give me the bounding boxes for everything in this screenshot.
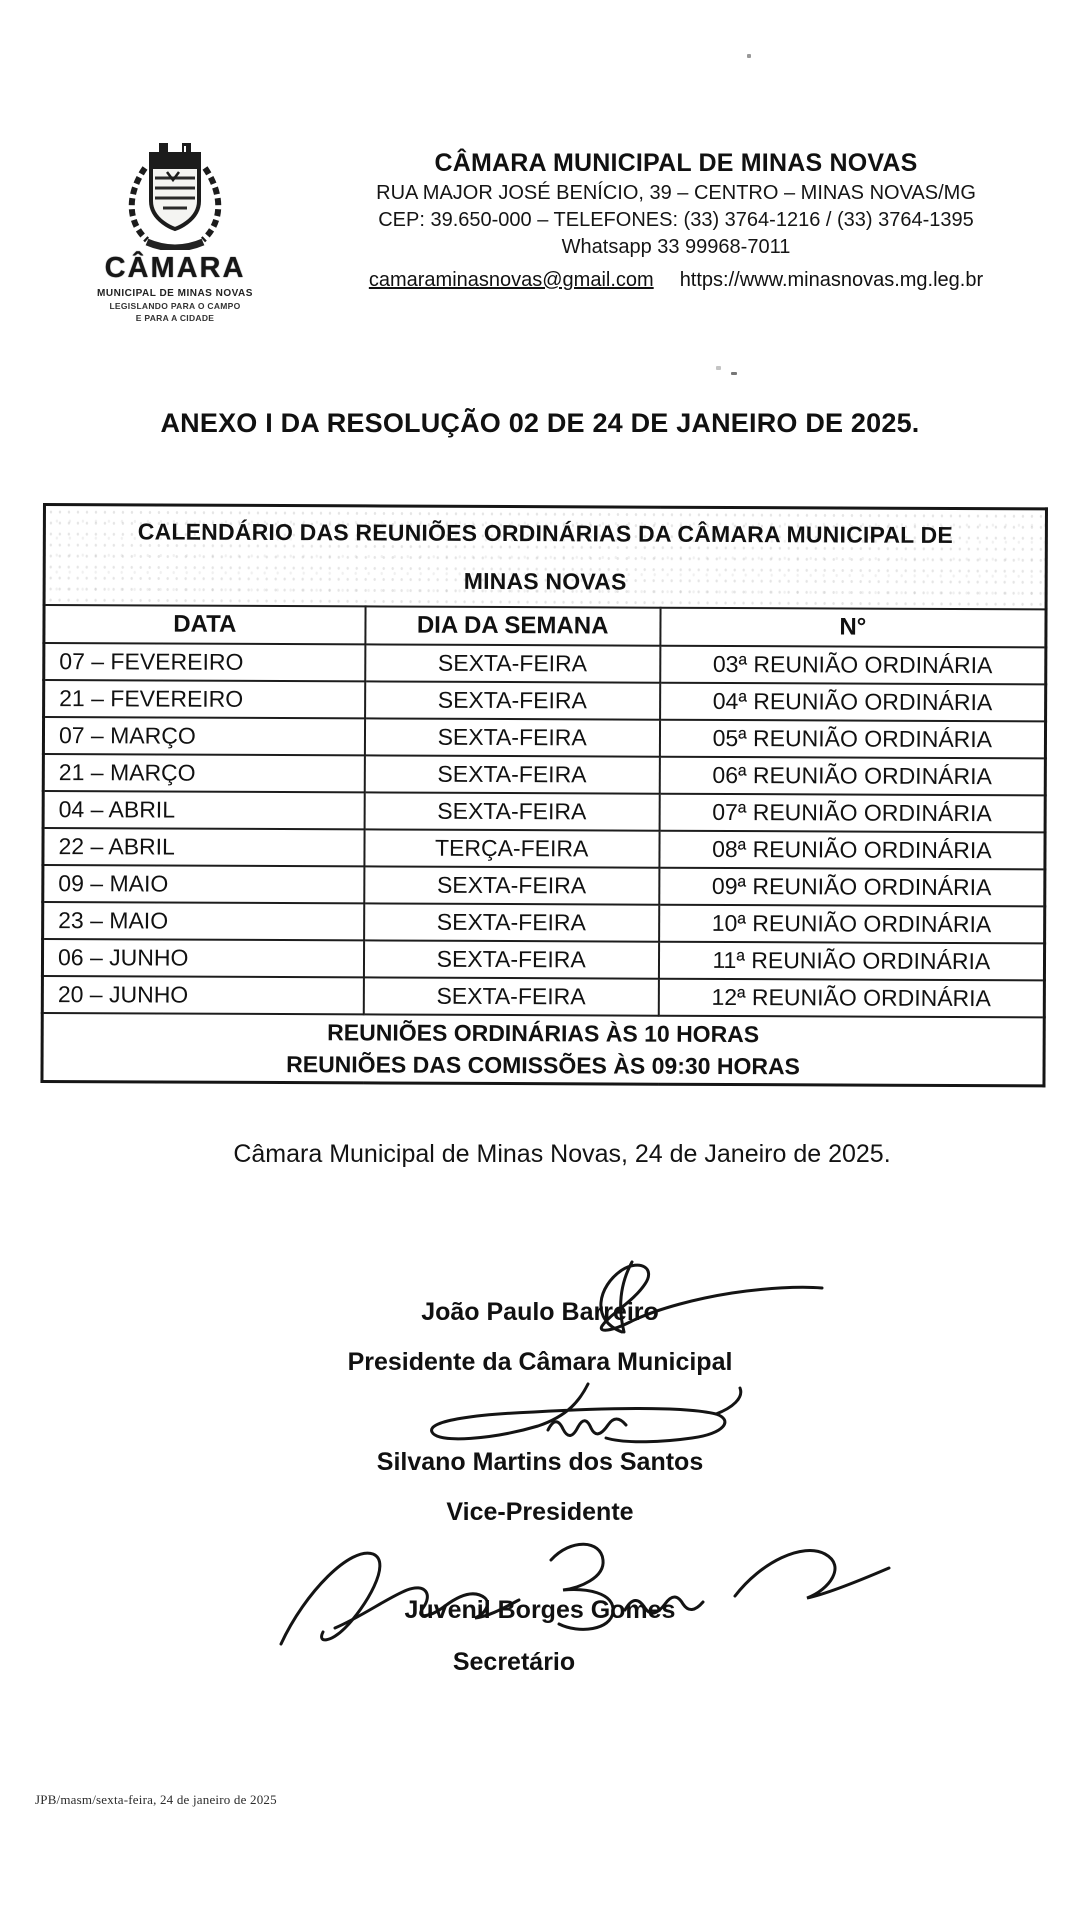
signature-role-vice-president: Vice-Presidente [446, 1498, 634, 1526]
table-header-row [44, 605, 1046, 647]
table-note-line1: REUNIÕES ORDINÁRIAS ÀS 10 HORAS [327, 1019, 760, 1048]
table-row [43, 754, 1045, 795]
logo-motto-line1: LEGISLANDO PARA O CAMPO [109, 301, 241, 311]
org-website: https://www.minasnovas.mg.leg.br [679, 269, 984, 291]
signature-scribble-vice-president [420, 1382, 760, 1458]
calendar-table-body [42, 643, 1046, 1017]
table-row [43, 717, 1045, 758]
number-cell: 11ª REUNIÃO ORDINÁRIA [659, 942, 1045, 981]
number-cell: 05ª REUNIÃO ORDINÁRIA [660, 720, 1046, 759]
number-cell: 03ª REUNIÃO ORDINÁRIA [660, 646, 1046, 685]
weekday-cell: SEXTA-FEIRA [364, 755, 659, 793]
number-cell: 12ª REUNIÃO ORDINÁRIA [659, 979, 1045, 1018]
table-row [42, 976, 1044, 1017]
scan-speck [731, 372, 737, 375]
date-cell: 22 – ABRIL [43, 828, 364, 866]
date-cell: 23 – MAIO [43, 902, 364, 940]
number-cell: 06ª REUNIÃO ORDINÁRIA [659, 757, 1045, 796]
table-note-row [42, 1013, 1044, 1086]
column-header-date: DATA [44, 605, 365, 644]
org-whatsapp: Whatsapp 33 99968-7011 [561, 236, 791, 258]
table-caption-row [44, 505, 1046, 610]
weekday-cell: SEXTA-FEIRA [364, 940, 659, 978]
scan-speck [716, 366, 721, 370]
logo-acronym: CÂMARA [104, 252, 246, 284]
number-cell: 08ª REUNIÃO ORDINÁRIA [659, 831, 1045, 870]
signature-name-secretary: Juvenil Borges Gomes [404, 1596, 676, 1624]
table-note-line2: REUNIÕES DAS COMISSÕES ÀS 09:30 HORAS [286, 1051, 800, 1080]
date-cell: 06 – JUNHO [42, 939, 363, 977]
footer-reference-note: JPB/masm/sexta-feira, 24 de janeiro de 2025 [35, 1792, 277, 1807]
weekday-cell: SEXTA-FEIRA [364, 792, 659, 830]
org-address: RUA MAJOR JOSÉ BENÍCIO, 39 – CENTRO – MINAS NOVAS/MG [376, 182, 976, 204]
number-cell: 10ª REUNIÃO ORDINÁRIA [659, 905, 1045, 944]
weekday-cell: SEXTA-FEIRA [363, 977, 658, 1015]
table-caption [44, 505, 1046, 610]
weekday-cell: SEXTA-FEIRA [365, 718, 660, 756]
table-caption-line1: CALENDÁRIO DAS REUNIÕES ORDINÁRIAS DA CÂMARA MUNICIPAL DE [137, 518, 954, 548]
org-name: CÂMARA MUNICIPAL DE MINAS NOVAS [434, 149, 918, 177]
weekday-cell: TERÇA-FEIRA [364, 829, 659, 867]
table-row [44, 643, 1046, 684]
scan-speck [747, 54, 751, 58]
table-note [42, 1013, 1044, 1086]
coat-of-arms-icon [115, 132, 235, 250]
logo-motto-line2: E PARA A CIDADE [135, 313, 215, 323]
number-cell: 07ª REUNIÃO ORDINÁRIA [659, 794, 1045, 833]
weekday-cell: SEXTA-FEIRA [364, 903, 659, 941]
logo-subtitle: MUNICIPAL DE MINAS NOVAS [97, 288, 253, 299]
date-cell: 21 – FEVEREIRO [44, 680, 365, 718]
signature-name-president: João Paulo Barreiro [421, 1298, 659, 1326]
number-cell: 09ª REUNIÃO ORDINÁRIA [659, 868, 1045, 907]
column-header-weekday: DIA DA SEMANA [365, 606, 660, 645]
table-row [43, 865, 1045, 906]
table-row [42, 939, 1044, 980]
weekday-cell: SEXTA-FEIRA [364, 866, 659, 904]
signature-role-president: Presidente da Câmara Municipal [347, 1348, 733, 1376]
signature-name-vice-president: Silvano Martins dos Santos [376, 1448, 704, 1476]
date-cell: 20 – JUNHO [42, 976, 363, 1014]
weekday-cell: SEXTA-FEIRA [365, 681, 660, 719]
number-cell: 04ª REUNIÃO ORDINÁRIA [660, 683, 1046, 722]
column-header-number: N° [660, 608, 1046, 648]
table-row [43, 902, 1045, 943]
municipal-logo [80, 132, 270, 323]
annex-title: ANEXO I DA RESOLUÇÃO 02 DE 24 DE JANEIRO DE 2025. [160, 408, 920, 438]
date-cell: 04 – ABRIL [43, 791, 364, 829]
table-row [43, 828, 1045, 869]
date-cell: 07 – MARÇO [43, 717, 364, 755]
signature-scribble-secretary [265, 1532, 905, 1650]
calendar-table [40, 503, 1048, 1087]
letterhead [272, 150, 1080, 294]
table-row [43, 791, 1045, 832]
date-cell: 09 – MAIO [43, 865, 364, 903]
table-row [44, 680, 1046, 721]
org-email: camaraminasnovas@gmail.com [368, 269, 654, 291]
org-cep-phones: CEP: 39.650-000 – TELEFONES: (33) 3764-1216 / (33) 3764-1395 [378, 209, 974, 231]
date-cell: 07 – FEVEREIRO [44, 643, 365, 681]
dateline: Câmara Municipal de Minas Novas, 24 de Janeiro de 2025. [233, 1140, 891, 1168]
date-cell: 21 – MARÇO [43, 754, 364, 792]
table-caption-line2: MINAS NOVAS [463, 567, 627, 595]
weekday-cell: SEXTA-FEIRA [365, 644, 660, 682]
signature-role-secretary: Secretário [452, 1648, 576, 1676]
